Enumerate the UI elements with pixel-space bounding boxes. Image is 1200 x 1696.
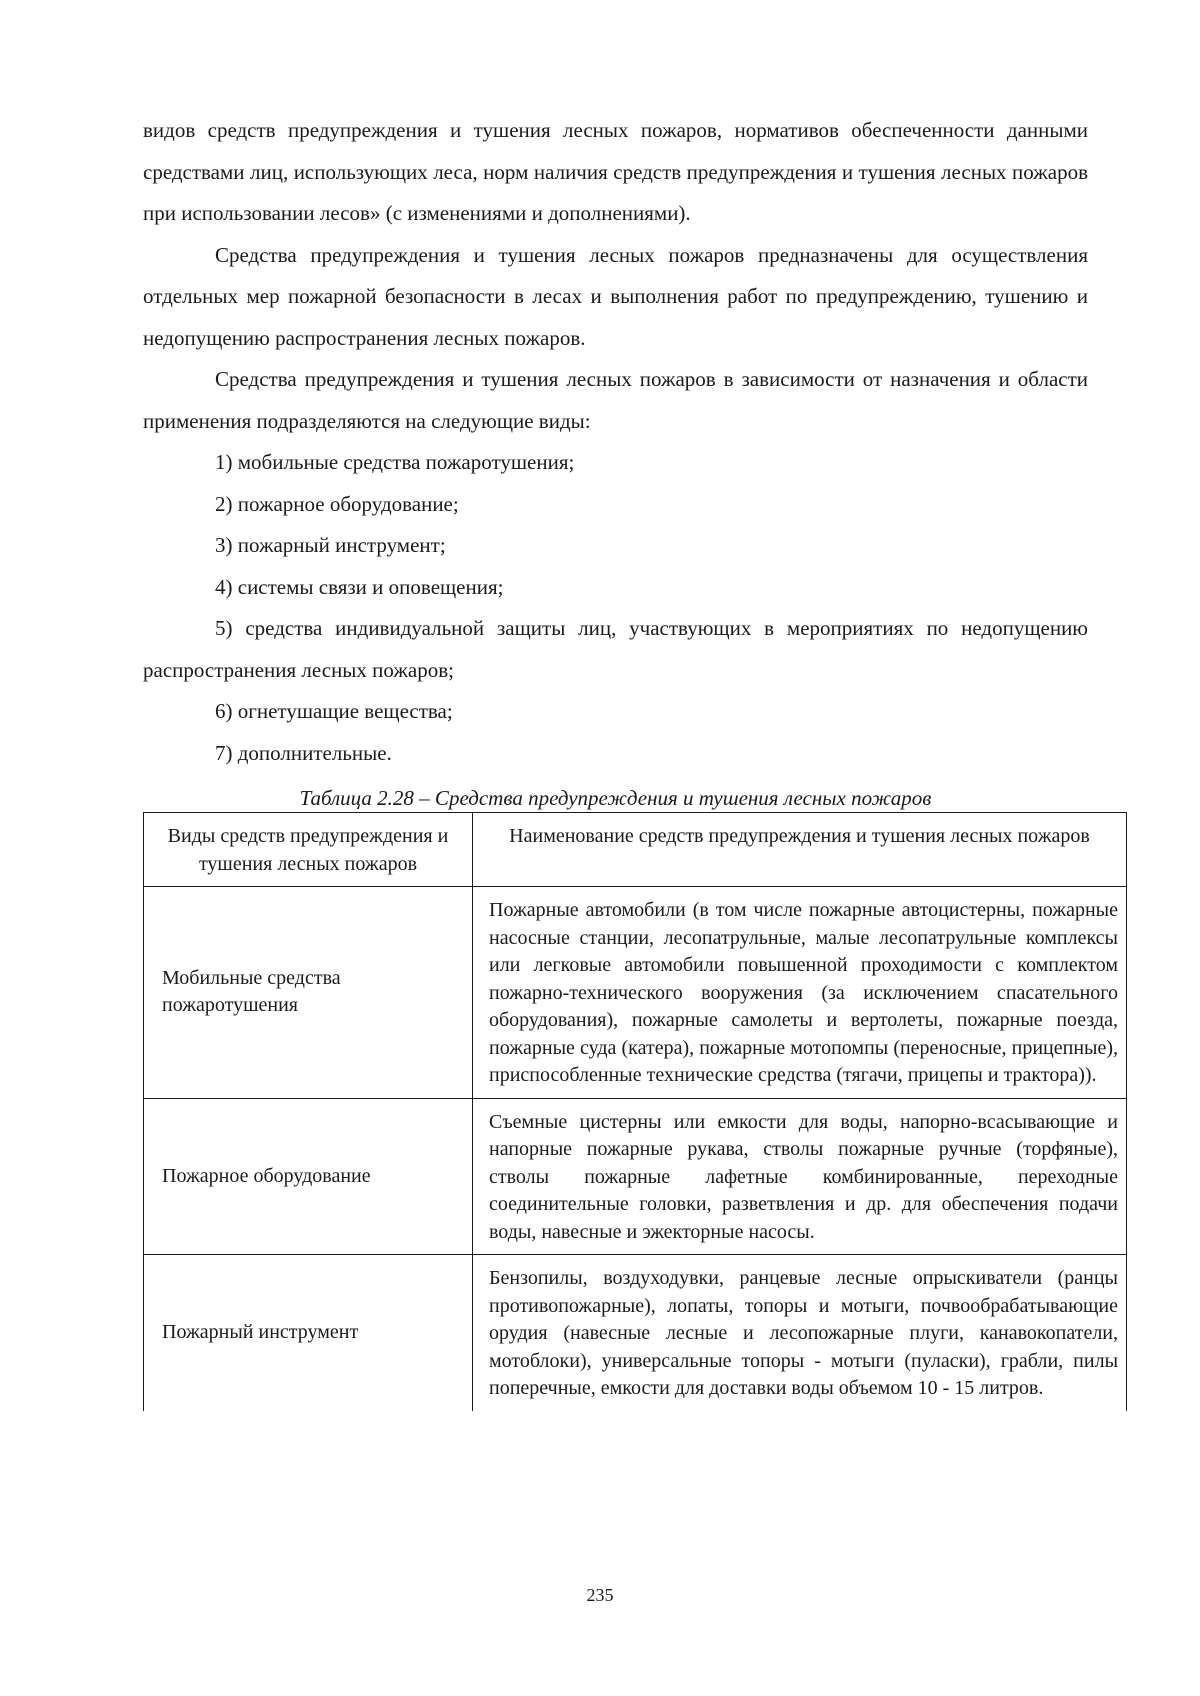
table-row (144, 1098, 1127, 1255)
list-item: 1) мобильные средства пожаротушения; (215, 450, 575, 474)
cell-desc: Бензопилы, воздуходувки, ранцевые лесные опрыскиватели (ранцы противопожарные), лопаты, топоры и мотыги, почвообрабатывающие орудия (навесные лесные и лесопожарные плуги, канавокопатели, мотоблоки), универсальные топоры - мотыги (пуласки), грабли, пилы поперечные, емкости для доставки воды объемом 10 - 15 литров. (473, 1255, 1127, 1411)
page-number: 235 (586, 1585, 614, 1605)
list-item: 4) системы связи и оповещения; (215, 574, 504, 599)
list-item: 3) пожарный инструмент; (215, 533, 446, 557)
list-item: 5) средства индивидуальной защиты лиц, участвующих в мероприятиях по недопущению распространения лесных пожаров; (143, 616, 1088, 682)
paragraph-classification: Средства предупреждения и тушения лесных пожаров в зависимости от назначения и области применения подразделяются на следующие виды: (143, 367, 1088, 433)
list-item: 6) огнетушащие вещества; (215, 699, 453, 723)
fire-means-table (143, 812, 1127, 1411)
body-text (143, 110, 1088, 774)
header-kind: Виды средств предупреждения и тушения лесных пожаров (144, 813, 473, 887)
cell-desc: Пожарные автомобили (в том числе пожарные автоцистерны, пожарные насосные станции, лесопатрульные, малые лесопатрульные комплексы или легковые автомобили повышенной проходимости с комплектом пожарно-технического вооружения (за исключением спасательного оборудования), пожарные самолеты и вертолеты, пожарные поезда, пожарные суда (катера), пожарные мотопомпы (переносные, прицепные), приспособленные технические средства (тягачи, прицепы и трактора)). (473, 887, 1127, 1099)
list-item: 7) дополнительные. (215, 740, 392, 765)
paragraph-continuation: видов средств предупреждения и тушения лесных пожаров, нормативов обеспеченности данными средствами лиц, использующих леса, норм наличия средств предупреждения и тушения лесных пожаров при использовании лесов» (с изменениями и дополнениями). (143, 118, 1088, 225)
table-caption: Таблица 2.28 – Средства предупреждения и тушения лесных пожаров (299, 786, 932, 810)
list-item: 2) пожарное оборудование; (215, 491, 459, 516)
header-name: Наименование средств предупреждения и тушения лесных пожаров (473, 813, 1127, 887)
paragraph-purpose: Средства предупреждения и тушения лесных пожаров предназначены для осуществления отдельных мер пожарной безопасности в лесах и выполнения работ по предупреждению, тушению и недопущению распространения лесных пожаров. (143, 242, 1088, 350)
cell-desc: Съемные цистерны или емкости для воды, напорно-всасывающие и напорные пожарные рукава, стволы пожарные ручные (торфяные), стволы пожарные лафетные комбинированные, переходные соединительные головки, разветвления и др. для обеспечения подачи воды, навесные и эжекторные насосы. (473, 1098, 1127, 1255)
cell-kind: Пожарный инструмент (144, 1255, 473, 1411)
cell-kind: Пожарное оборудование (144, 1098, 473, 1255)
table-row (144, 1255, 1127, 1411)
table-header-row (144, 813, 1127, 887)
table-row (144, 887, 1127, 1099)
cell-kind: Мобильные средства пожаротушения (144, 887, 473, 1099)
